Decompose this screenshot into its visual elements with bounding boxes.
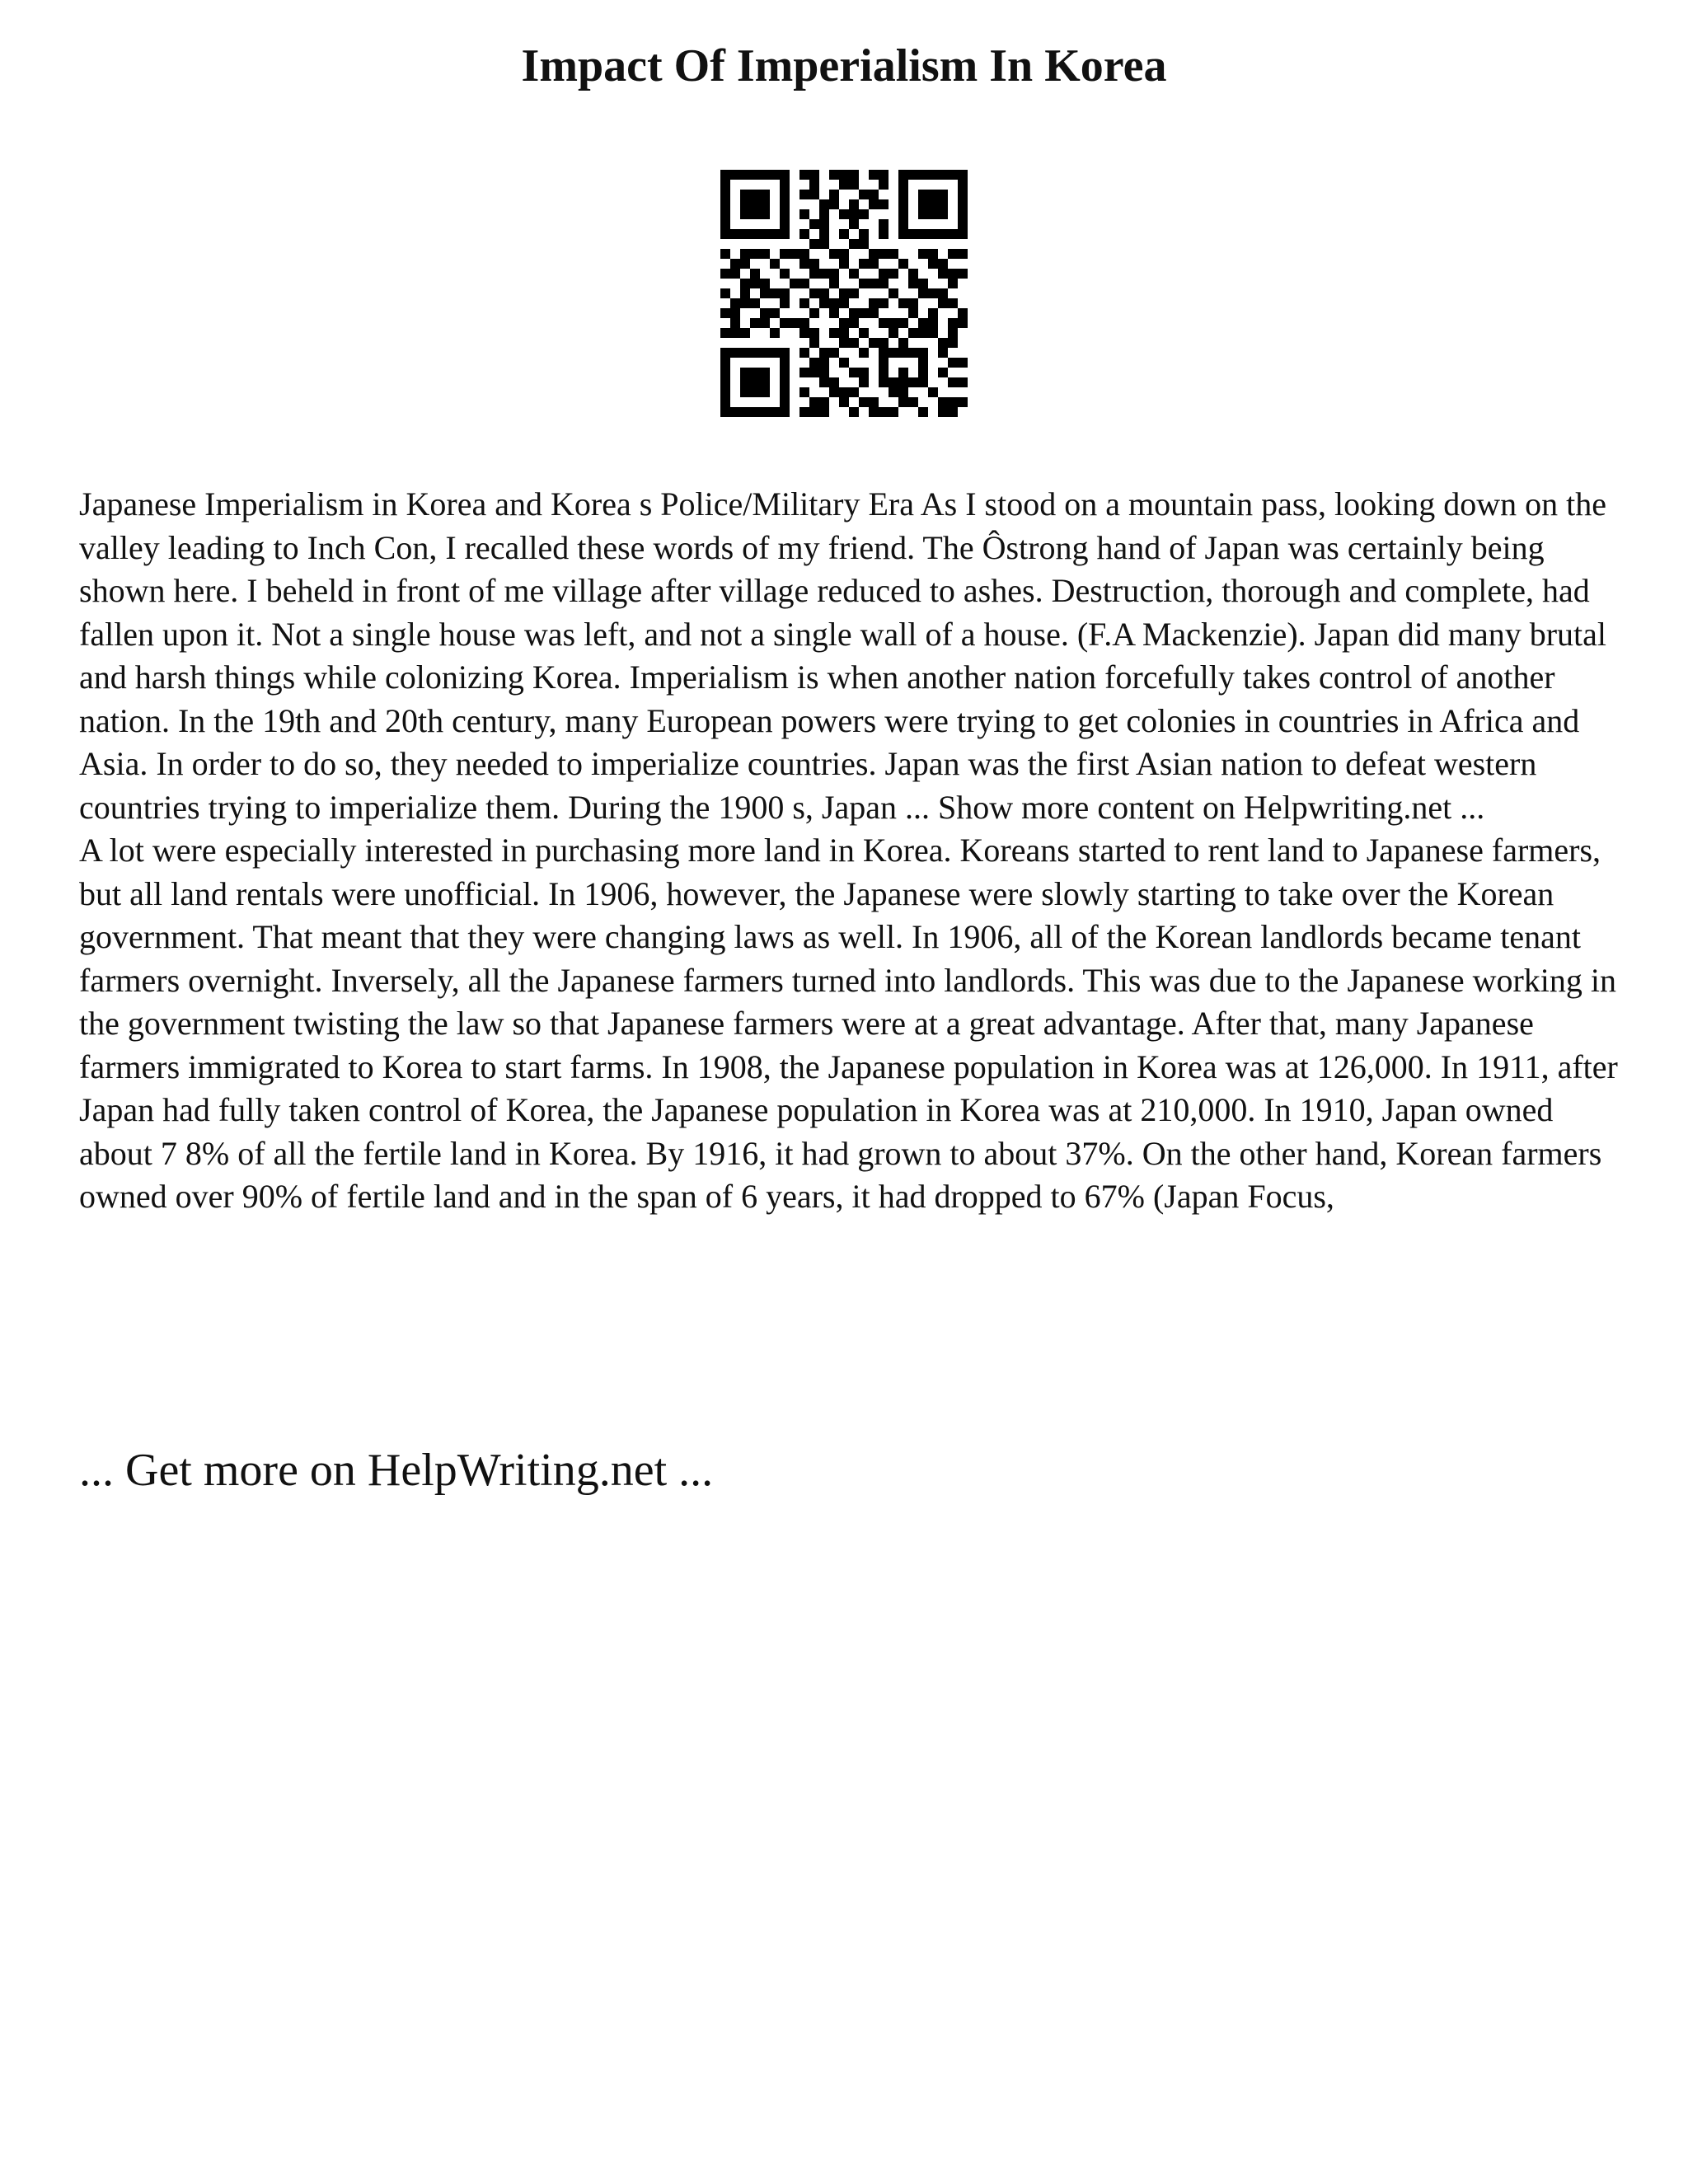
qr-code-icon[interactable]: [720, 170, 968, 417]
get-more-link[interactable]: ... Get more on HelpWriting.net ...: [79, 1445, 714, 1496]
article-body: [79, 483, 1629, 1219]
paragraph: A lot were especially interested in purchasing more land in Korea. Koreans started to rent land to Japanese farmers, but all land rentals were unofficial. In 1906, however, the Japanese were slowly starting to take over the Korean government. That meant that they were changing laws as well. In 1906, all of the Korean landlords became tenant farmers overnight. Inversely, all the Japanese farmers turned into landlords. This was due to the Japanese working in the government twisting the law so that Japanese farmers were at a great advantage. After that, many Japanese farmers immigrated to Korea to start farms. In 1908, the Japanese population in Korea was at 126,000. In 1911, after Japan had fully taken control of Korea, the Japanese population in Korea was at 210,000. In 1910, Japan owned about 7 8% of all the fertile land in Korea. By 1916, it had grown to about 37%. On the other hand, Korean farmers owned over 90% of fertile land and in the span of 6 years, it had dropped to 67% (Japan Focus,: [79, 832, 1618, 1215]
paragraph: Japanese Imperialism in Korea and Korea s Police/Military Era As I stood on a mountain pass, looking down on the valley leading to Inch Con, I recalled these words of my friend. The Ôstrong hand of Japan was certainly being shown here. I beheld in front of me village after village reduced to ashes. Destruction, thorough and complete, had fallen upon it. Not a single house was left, and not a single wall of a house. (F.A Mackenzie). Japan did many brutal and harsh things while colonizing Korea. Imperialism is when another nation forcefully takes control of another nation. In the 19th and 20th century, many European powers were trying to get colonies in countries in Africa and Asia. In order to do so, they needed to imperialize countries. Japan was the first Asian nation to defeat western countries trying to imperialize them. During the 1900 s, Japan ... Show more content on Helpwriting.net ...: [79, 485, 1607, 826]
page-title: Impact Of Imperialism In Korea: [521, 40, 1167, 91]
